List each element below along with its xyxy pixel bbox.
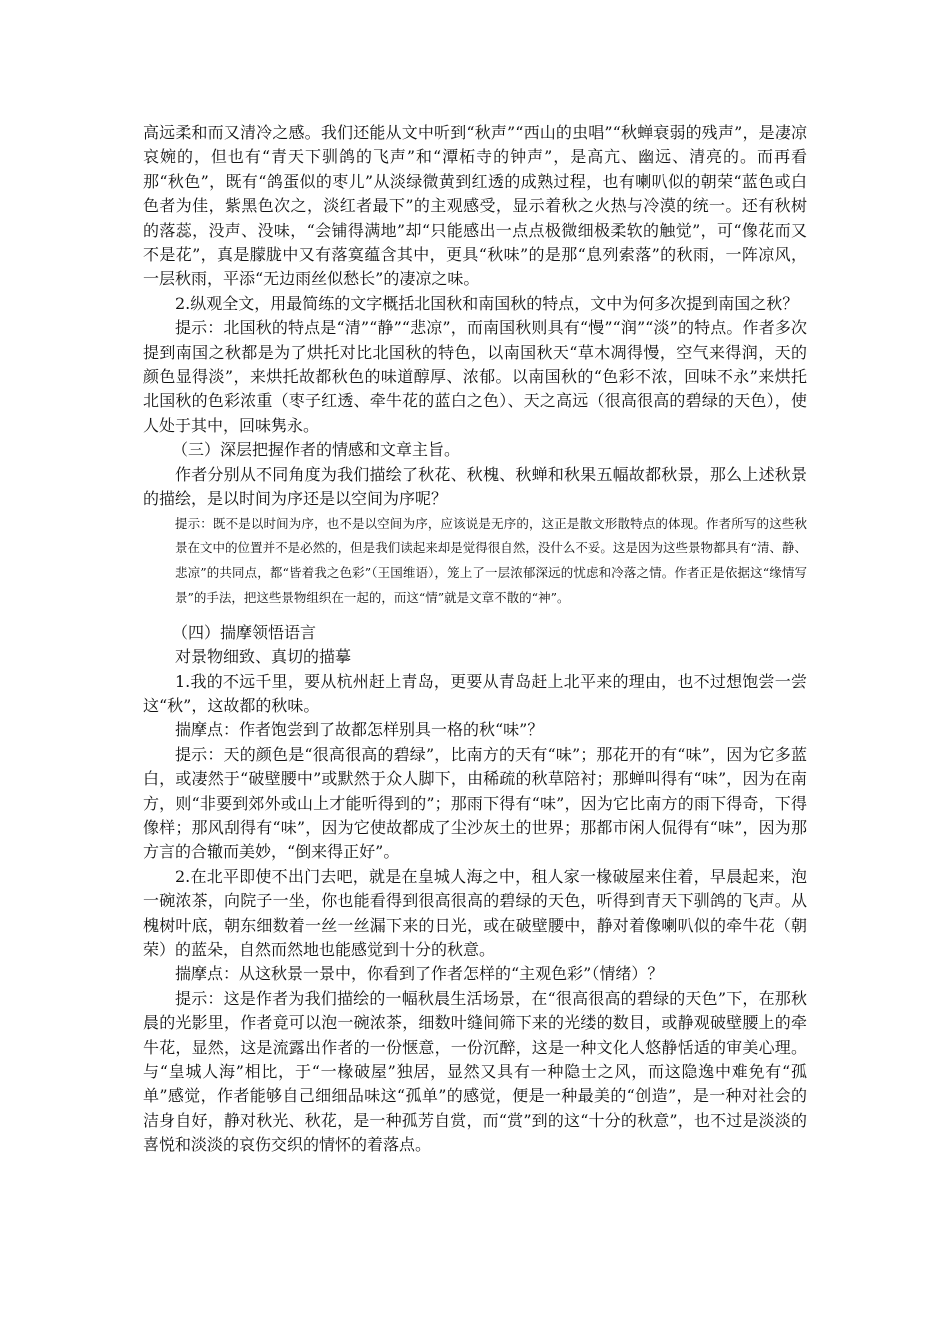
spacer bbox=[143, 611, 807, 621]
analysis-point-2: 揣摩点：从这秋景一景中，你看到了作者怎样的“主观色彩”（情绪）？ bbox=[175, 964, 664, 984]
question-order-of-scenes: 作者分别从不同角度为我们描绘了秋花、秋槐、秋蝉和秋果五幅故都秋景，那么上述秋景的描绘，是以时间为序还是以空间为序呢？ bbox=[143, 464, 807, 509]
document-page bbox=[143, 121, 807, 1158]
hint-1: 提示：天的颜色是“很高很高的碧绿”，比南方的天有“味”；那花开的有“味”，因为它多蓝白，或凄然于“破壁腰中”或默然于众人脚下，由稀疏的秋草陪衬；那蝉叫得有“味”，因为在南方，则“非要到郊外或山上才能听得到的”；那雨下得有“味”，因为它比南方的雨下得奇，下得像样；那风刮得有“味”，因为它使故都成了尘沙灰土的世界；那都市闲人侃得有“味”，因为那方言的合辙而美妙，“倒来得正好”。 bbox=[143, 744, 807, 862]
analysis-point-1: 揣摩点：作者饱尝到了故都怎样别具一格的秋“味”？ bbox=[175, 720, 544, 740]
question-north-south-autumn: 2.纵观全文，用最简练的文字概括北国秋和南国秋的特点，文中为何多次提到南国之秋？ bbox=[175, 293, 799, 313]
hint-north-south-autumn: 提示：北国秋的特点是“清”“静”“悲凉”，而南国秋则具有“慢”“润”“淡”的特点。作者多次提到南国之秋都是为了烘托对比北国秋的特色，以南国秋天“草木凋得慢，空气来得润，天的颜色显得淡”，来烘托故都秋色的味道醇厚、浓郁。以南国秋的“色彩不浓，回味不永”来烘托北国秋的色彩浓重（枣子红透、牵牛花的蓝白之色）、天之高远（很高很高的碧绿的天色），使人处于其中，回味隽永。 bbox=[143, 318, 807, 435]
section-heading-4: （四）揣摩领悟语言 bbox=[172, 622, 317, 642]
hint-2: 提示：这是作者为我们描绘的一幅秋晨生活场景，在“很高很高的碧绿的天色”下，在那秋晨的光影里，作者竟可以泡一碗浓茶，细数叶缝间筛下来的光缕的数目，或静观破壁腰上的牵牛花，显然，这是流露出作者的一份惬意，一份沉醉，这是一种文化人悠静恬适的审美心理。与“皇城人海”相比，于“一椽破屋”独居，显然又具有一种隐士之风，而这隐逸中难免有“孤单”感觉，作者能够自己细细品味这“孤单”的感觉，便是一种最美的“创造”，是一种对社会的洁身自好，静对秋光、秋花，是一种孤芳自赏，而“赏”到的这“十分的秋意”，也不过是淡淡的喜悦和淡淡的哀伤交织的情怀的着落点。 bbox=[143, 988, 807, 1155]
quote-2: 2.在北平即使不出门去吧，就是在皇城人海之中，租人家一椽破屋来住着，早晨起来，泡一碗浓茶，向院子一坐，你也能看得到很高很高的碧绿的天色，听得到青天下驯鸽的飞声。从槐树叶底，朝东细数着一丝一丝漏下来的日光，或在破壁腰中，静对着像喇叭似的牵牛花（朝荣）的蓝朵，自然而然地也能感觉到十分的秋意。 bbox=[143, 866, 807, 959]
subheading-scene-description: 对景物细致、真切的描摹 bbox=[175, 647, 352, 667]
hint-order-of-scenes: 提示：既不是以时间为序，也不是以空间为序，应该说是无序的，这正是散文形散特点的体现。作者所写的这些秋景在文中的位置并不是必然的，但是我们读起来却是觉得很自然，没什么不妥。这是因为这些景物都具有“清、静、悲凉”的共同点，都“皆着我之色彩”（王国维语），笼上了一层浓郁深远的忧虑和冷落之情。作者正是依据这“缘情写景”的手法，把这些景物组织在一起的，而这“情”就是文章不散的“神”。 bbox=[175, 515, 807, 605]
paragraph-autumn-sounds-colors: 高远柔和而又清冷之感。我们还能从文中听到“秋声”“西山的虫唱”“秋蝉衰弱的残声”，是凄凉哀婉的，但也有“青天下驯鸽的飞声”和“潭柘寺的钟声”，是高亢、幽远、清亮的。而再看那“秋色”，既有“鸽蛋似的枣儿”从淡绿微黄到红透的成熟过程，也有喇叭似的朝荣“蓝色或白色者为佳，紫黑色次之，淡红者最下”的主观感受，显示着秋之火热与冷漠的统一。还有秋树的落蕊，没声、没味，“会铺得满地”却“只能感出一点点极微细极柔软的触觉”，可“像花而又不是花”，真是朦胧中又有落寞蕴含其中，更具“秋味”的是那“息列索落”的秋雨，一阵凉风，一层秋雨，平添“无边雨丝似愁长”的凄凉之味。 bbox=[143, 123, 807, 289]
section-heading-3: （三）深层把握作者的情感和文章主旨。 bbox=[172, 440, 461, 460]
quote-1: 1.我的不远千里，要从杭州赶上青岛，更要从青岛赶上北平来的理由，也不过想饱尝一尝这“秋”，这故都的秋味。 bbox=[143, 671, 807, 715]
